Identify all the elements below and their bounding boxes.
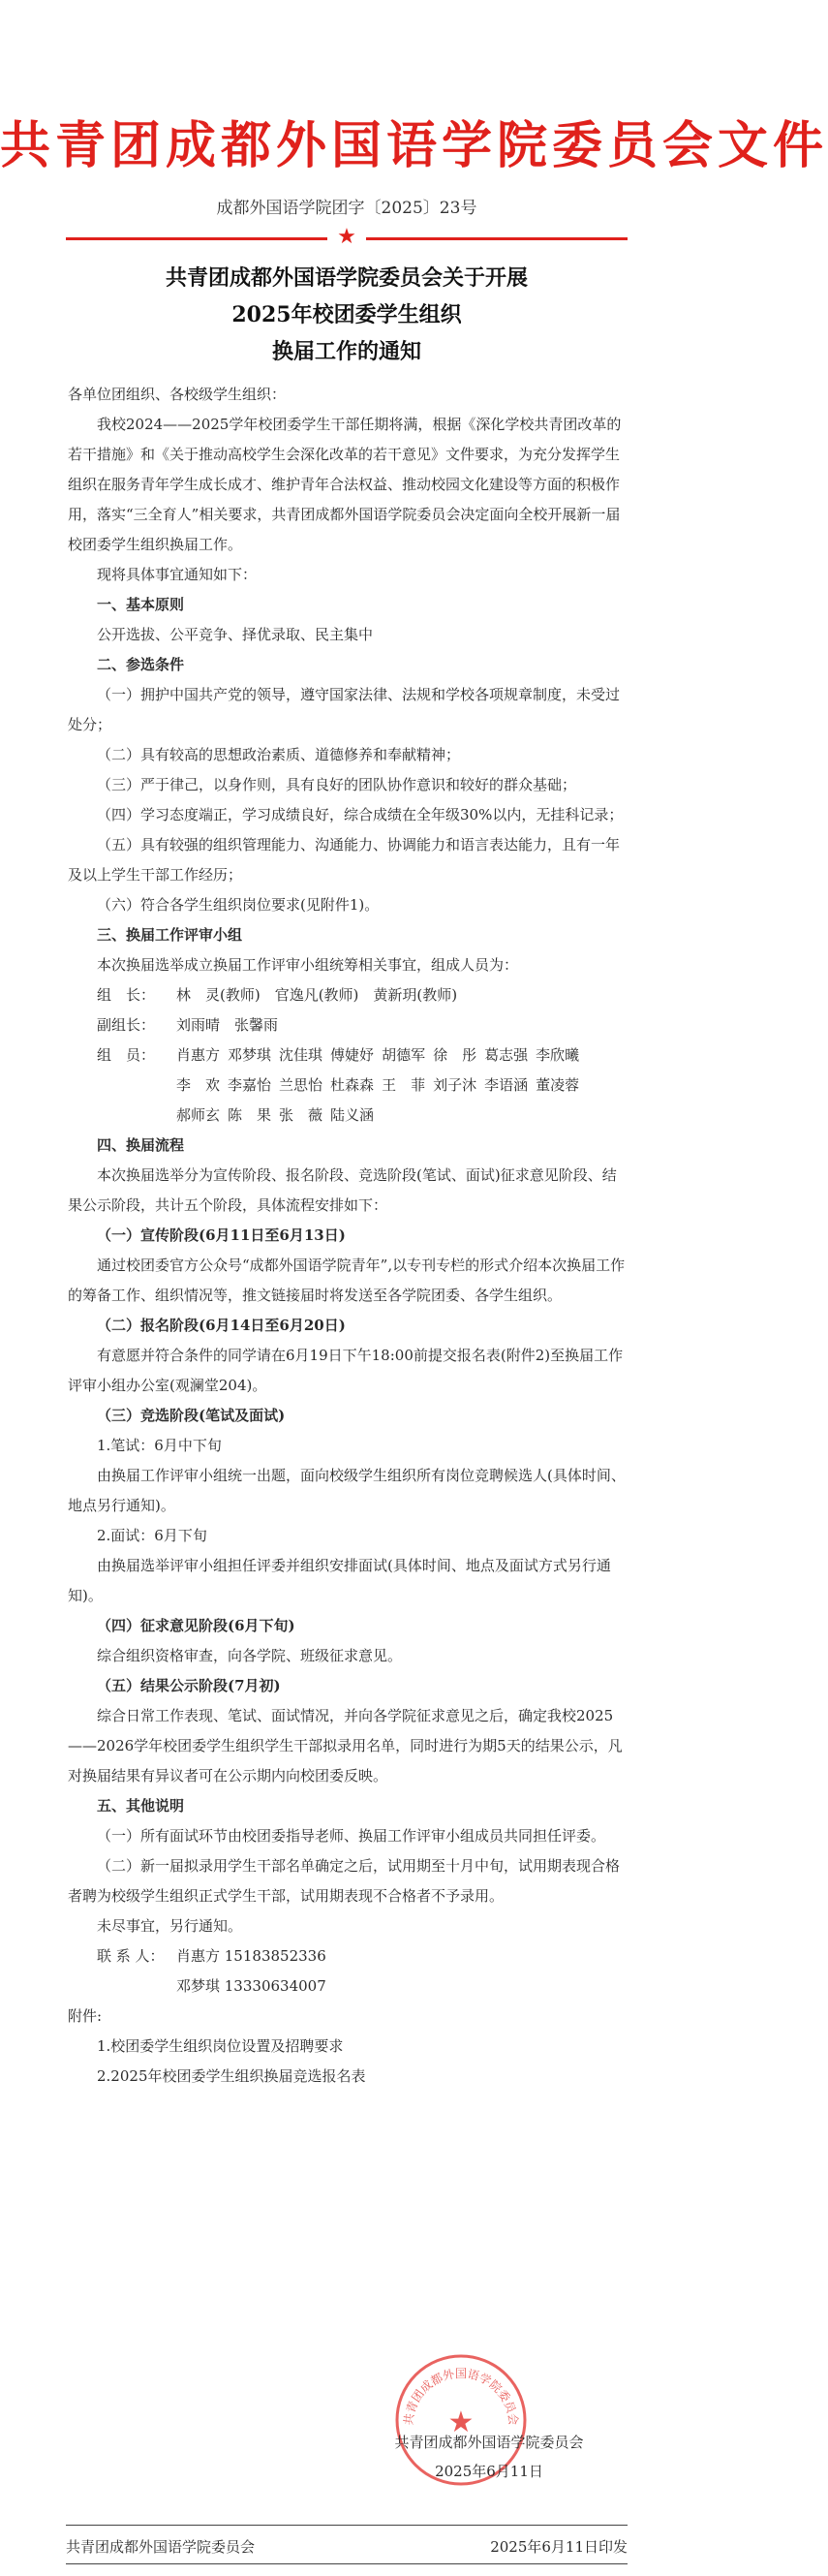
salutation: 各单位团组织、各校级学生组织： bbox=[68, 386, 287, 403]
paragraph: 通过校团委官方公众号“成都外国语学院青年”,以专刊专栏的形式介绍本次换届工作的筹备工作、组织情况等，推文链接届时将发送至各学院团委、各学生组织。 bbox=[68, 1257, 626, 1304]
member-name: 沈佳琪 bbox=[279, 1046, 323, 1064]
paragraph: 公开选拔、公平竞争、择优录取、民主集中 bbox=[97, 626, 374, 643]
member-name: 邓梦琪 bbox=[228, 1046, 272, 1064]
member-name: 刘子沐 bbox=[433, 1076, 477, 1094]
footer-top-line bbox=[66, 2525, 628, 2526]
paragraph: 由换届工作评审小组统一出题，面向校级学生组织所有岗位竞聘候选人(具体时间、地点另行通知)。 bbox=[68, 1467, 626, 1514]
member-name: 李嘉怡 bbox=[228, 1076, 272, 1094]
contact-spacer bbox=[68, 1971, 176, 2002]
condition-item: （一）拥护中国共产党的领导，遵守国家法律、法规和学校各项规章制度，未受过处分； bbox=[68, 686, 621, 733]
contact-entry: 肖惠方 15183852336 bbox=[176, 1947, 326, 1965]
member-name: 陈 果 bbox=[228, 1106, 272, 1124]
condition-item: （五）具有较强的组织管理能力、沟通能力、协调能力和语言表达能力，且有一年及以上学生干部工作经历； bbox=[68, 836, 621, 884]
document-number: 成都外国语学院团字〔2025〕23号 bbox=[216, 199, 477, 218]
paragraph: 由换届选举评审小组担任评委并组织安排面试(具体时间、地点及面试方式另行通知)。 bbox=[68, 1557, 611, 1604]
member-name: 李 欢 bbox=[176, 1076, 221, 1094]
member-label: 组 员： bbox=[97, 1046, 156, 1064]
signature-date: 2025年6月11日 bbox=[435, 2463, 543, 2480]
paragraph: 本次换届选举分为宣传阶段、报名阶段、竞选阶段(笔试、面试)征求意见阶段、结果公示阶段，共计五个阶段，具体流程安排如下： bbox=[68, 1166, 617, 1214]
paragraph: 有意愿并符合条件的同学请在6月19日下午18:00前提交报名表(附件2)至换届工作评审小组办公室(观澜堂204)。 bbox=[68, 1347, 624, 1394]
member-name: 傅婕妤 bbox=[330, 1046, 375, 1064]
member-name: 胡德军 bbox=[382, 1046, 426, 1064]
paragraph: 综合日常工作表现、笔试、面试情况，并向各学院征求意见之后，确定我校2025——2026学年校团委学生组织学生干部拟录用名单，同时进行为期5天的结果公示，凡对换届结果有异议者可在公示期内向校团委反映。 bbox=[68, 1707, 623, 1785]
red-line-right bbox=[366, 237, 628, 240]
signature-org: 共青团成都外国语学院委员会 bbox=[394, 2434, 584, 2451]
leader-label: 组 长： bbox=[97, 986, 156, 1004]
stage-heading: （四）征求意见阶段(6月下旬) bbox=[97, 1617, 295, 1634]
section-heading: 四、换届流程 bbox=[97, 1136, 185, 1154]
condition-item: （三）严于律己，以身作则，具有良好的团队协作意识和较好的群众基础； bbox=[97, 776, 577, 793]
member-name: 葛志强 bbox=[484, 1046, 529, 1064]
footer-date: 2025年6月11日印发 bbox=[490, 2538, 628, 2556]
intro-paragraph: 现将具体事宜通知如下： bbox=[97, 566, 258, 583]
seal-text: 共青团成都外国语学院委员会 bbox=[401, 2367, 521, 2427]
section-heading: 二、参选条件 bbox=[97, 656, 185, 673]
section-heading: 一、基本原则 bbox=[97, 596, 185, 613]
member-name: 李欣曦 bbox=[536, 1046, 580, 1064]
stage-heading: （五）结果公示阶段(7月初) bbox=[97, 1677, 281, 1694]
note-item: （二）新一届拟录用学生干部名单确定之后，试用期至十月中旬，试用期表现合格者聘为校级学生组织正式学生干部，试用期表现不合格者不予录用。 bbox=[68, 1857, 621, 1905]
member-name: 王 菲 bbox=[382, 1076, 426, 1094]
member-name: 陆义涵 bbox=[330, 1106, 375, 1124]
seal-star-icon: ★ bbox=[447, 2405, 475, 2439]
member-name: 肖惠方 bbox=[176, 1046, 221, 1064]
attachments-label: 附件: bbox=[68, 2007, 103, 2025]
signature-block bbox=[349, 2428, 629, 2486]
sub-heading: 2.面试：6月下旬 bbox=[97, 1527, 207, 1544]
red-header-title: 共青团成都外国语学院委员会文件 bbox=[0, 117, 828, 175]
closing-text: 未尽事宜，另行通知。 bbox=[97, 1917, 243, 1935]
notice-title bbox=[0, 260, 693, 370]
contact-entry: 邓梦琪 13330634007 bbox=[176, 1977, 326, 1995]
attachment-item: 1.校团委学生组织岗位设置及招聘要求 bbox=[97, 2037, 344, 2055]
attachment-item: 2.2025年校团委学生组织换届竞选报名表 bbox=[97, 2067, 366, 2085]
committee-members bbox=[68, 1040, 626, 1131]
notice-title-line: 共青团成都外国语学院委员会关于开展 bbox=[165, 265, 528, 291]
section-heading: 三、换届工作评审小组 bbox=[97, 926, 243, 944]
condition-item: （二）具有较高的思想政治素质、道德修养和奉献精神； bbox=[97, 746, 461, 763]
notice-title-line: 2025年校团委学生组织 bbox=[231, 302, 462, 327]
star-icon: ★ bbox=[337, 225, 356, 249]
stage-heading: （三）竞选阶段(笔试及面试) bbox=[97, 1407, 286, 1424]
intro-paragraph: 我校2024——2025学年校团委学生干部任期将满，根据《深化学校共青团改革的若干措施》和《关于推动高校学生会深化改革的若干意见》文件要求，为充分发挥学生组织在服务青年学生成长成才、维护青年合法权益、推动校园文化建设等方面的积极作用，落实“三全育人”相关要求，共青团成都外国语学院委员会决定面向全校开展新一届校团委学生组织换届工作。 bbox=[68, 416, 622, 553]
member-name: 董凌蓉 bbox=[536, 1076, 580, 1094]
footer-issuer: 共青团成都外国语学院委员会 bbox=[66, 2538, 256, 2556]
red-line-left bbox=[66, 237, 327, 240]
document-body bbox=[68, 380, 626, 2092]
member-name: 徐 彤 bbox=[433, 1046, 477, 1064]
footer-bottom-line bbox=[66, 2563, 628, 2564]
paragraph: 综合组织资格审查，向各学院、班级征求意见。 bbox=[97, 1647, 403, 1664]
leader-names: 林 灵(教师) 官逸凡(教师) 黄新玥(教师) bbox=[176, 986, 458, 1004]
member-name: 郝师玄 bbox=[176, 1106, 221, 1124]
notice-title-line: 换届工作的通知 bbox=[271, 339, 421, 364]
member-name: 张 薇 bbox=[279, 1106, 323, 1124]
member-name: 李语涵 bbox=[484, 1076, 529, 1094]
contact-row bbox=[68, 1971, 626, 2002]
committee-leaders bbox=[68, 980, 626, 1010]
sub-heading: 1.笔试：6月中下旬 bbox=[97, 1437, 222, 1454]
stage-heading: （二）报名阶段(6月14日至6月20日) bbox=[97, 1317, 346, 1334]
member-name: 兰思怡 bbox=[279, 1076, 323, 1094]
member-names bbox=[176, 1040, 626, 1131]
condition-item: （六）符合各学生组织岗位要求(见附件1)。 bbox=[97, 896, 380, 914]
section-heading: 五、其他说明 bbox=[97, 1797, 185, 1815]
committee-vice-leaders bbox=[68, 1010, 626, 1040]
vice-leader-label: 副组长： bbox=[97, 1016, 156, 1034]
paragraph: 本次换届选举成立换届工作评审小组统筹相关事宜，组成人员为： bbox=[97, 956, 519, 974]
condition-item: （四）学习态度端正，学习成绩良好，综合成绩在全年级30%以内，无挂科记录； bbox=[97, 806, 624, 823]
red-divider bbox=[66, 225, 628, 249]
member-name: 杜森森 bbox=[330, 1076, 375, 1094]
stage-heading: （一）宣传阶段(6月11日至6月13日) bbox=[97, 1226, 346, 1244]
contact-label: 联 系 人： bbox=[97, 1947, 165, 1965]
note-item: （一）所有面试环节由校团委指导老师、换届工作评审小组成员共同担任评委。 bbox=[97, 1827, 606, 1845]
vice-leader-names: 刘雨晴 张馨雨 bbox=[176, 1016, 279, 1034]
contact-row bbox=[68, 1941, 626, 1971]
